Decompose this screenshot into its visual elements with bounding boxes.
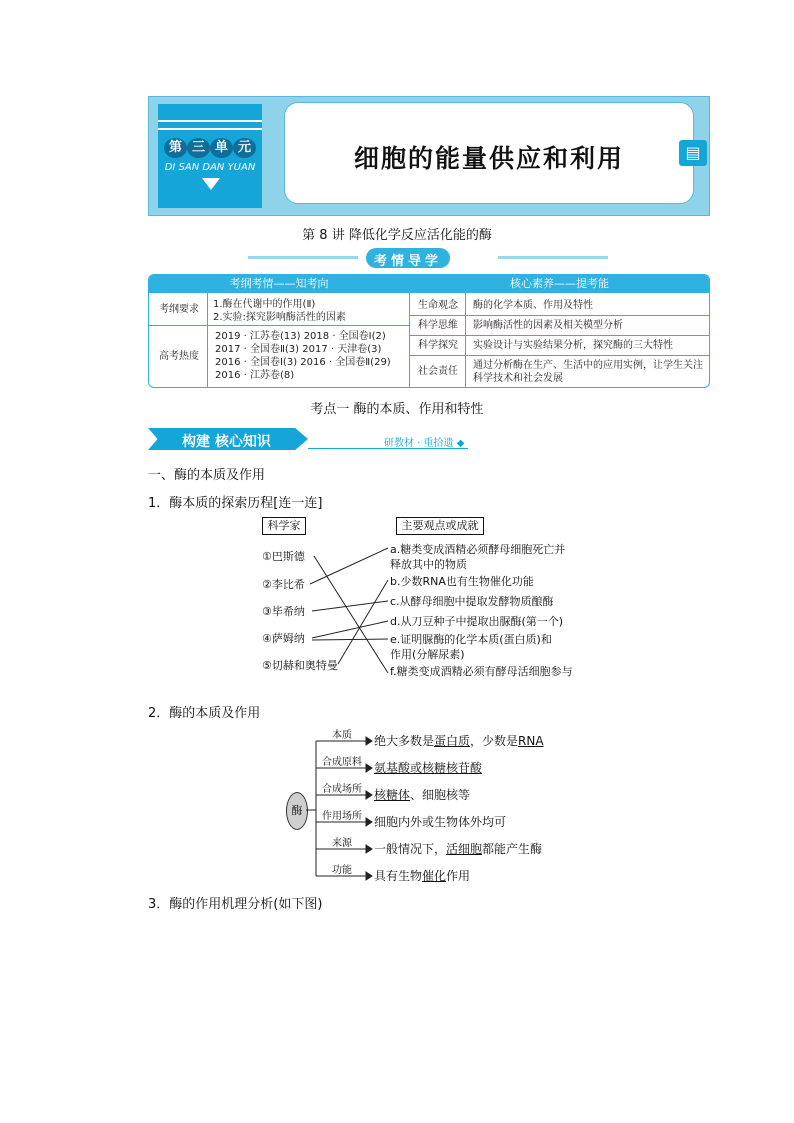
table-cell: 2.实验:探究影响酶活性的因素	[213, 312, 346, 323]
text-span: 一般情况下，	[374, 842, 447, 856]
heading-1: 一、酶的本质及作用	[148, 468, 266, 483]
achievement-item: b.少数RNA也有生物催化功能	[390, 575, 534, 588]
answer-blank: 催化	[422, 869, 447, 883]
enzyme-branch-text	[374, 732, 544, 749]
enzyme-branch-text	[374, 759, 482, 776]
table-cell: 实验设计与实验结果分析，探究酶的三大特性	[473, 340, 673, 351]
item-3-heading: 3．酶的作用机理分析(如下图)	[148, 897, 323, 912]
answer-blank: RNA	[518, 734, 544, 748]
text-span: ，少数是	[470, 734, 519, 748]
text-span: 作用	[446, 869, 471, 883]
text-span: 细胞内外或生物体外均可	[374, 815, 507, 829]
enzyme-branch-label: 本质	[332, 730, 352, 741]
unit-char: 单	[210, 138, 233, 158]
answer-blank: 蛋白质	[434, 734, 471, 748]
text-span: 绝大多数是	[374, 734, 435, 748]
table-row-label: 生命观念	[418, 300, 458, 311]
table-left-header: 考纲考情——知考向	[149, 275, 409, 293]
unit-pinyin: DI SAN DAN YUAN	[164, 162, 256, 173]
table-cell: 2016 · 全国卷Ⅰ(3) 2016 · 全国卷Ⅱ(29)	[215, 357, 391, 368]
exam-point-title: 考点一 酶的本质、作用和特性	[310, 402, 484, 417]
item-1-heading: 1．酶本质的探索历程[连一连]	[148, 496, 323, 511]
text-span: 都能产生酶	[482, 842, 543, 856]
scientist-item: ④萨姆纳	[262, 632, 305, 645]
answer-blank: 氨基酸或核糖核苷酸	[374, 761, 483, 775]
answer-blank: 核糖体	[374, 788, 411, 802]
table-cell: 酶的化学本质、作用及特性	[473, 300, 593, 311]
scientist-header: 科学家	[262, 517, 306, 535]
book-search-icon: ▤	[679, 140, 707, 166]
answer-blank: 活细胞	[446, 842, 483, 856]
unit-char: 三	[187, 138, 210, 158]
table-cell: 影响酶活性的因素及相关模型分析	[473, 320, 623, 331]
achievement-item: f.糖类变成酒精必须有酵母活细胞参与	[390, 665, 573, 678]
unit-char: 第	[164, 138, 187, 158]
scientist-item: ③毕希纳	[262, 605, 305, 618]
enzyme-branch-text	[374, 840, 542, 857]
enzyme-branch-label: 合成原料	[322, 757, 362, 768]
scientist-item: ⑤切赫和奥特曼	[262, 659, 338, 672]
table-row-label: 科学思维	[418, 320, 458, 331]
table-row-label: 考纲要求	[159, 304, 199, 315]
scientist-item: ①巴斯德	[262, 550, 305, 563]
achievement-item: d.从刀豆种子中提取出脲酶(第一个)	[390, 615, 564, 628]
item-2-heading: 2．酶的本质及作用	[148, 706, 261, 721]
table-cell: 2017 · 全国卷Ⅱ(3) 2017 · 天津卷(3)	[215, 344, 382, 355]
enzyme-branch-text	[374, 786, 470, 803]
table-right-header: 核心素养——提考能	[410, 275, 709, 293]
enzyme-branch-label: 来源	[332, 838, 352, 849]
enzyme-branch-text	[374, 867, 470, 884]
text-span: 具有生物	[374, 869, 423, 883]
text-span: 、细胞核等	[410, 788, 471, 802]
enzyme-branch-label: 功能	[332, 865, 352, 876]
section-bar-subtitle: 研教材 · 重拾遗 ◆	[384, 438, 465, 449]
achievement-item: c.从酵母细胞中提取发酵物质酿酶	[390, 595, 554, 608]
chapter-title: 细胞的能量供应和利用	[353, 144, 624, 173]
table-row-label: 科学探究	[418, 340, 458, 351]
achievement-item: e.证明脲酶的化学本质(蛋白质)和作用(分解尿素)	[390, 633, 552, 661]
table-row-label: 高考热度	[159, 351, 199, 362]
table-cell: 2016 · 江苏卷(8)	[215, 370, 295, 381]
enzyme-branch-text	[374, 813, 506, 830]
table-cell: 1.酶在代谢中的作用(Ⅱ)	[213, 299, 316, 310]
table-row-label: 社会责任	[418, 366, 458, 377]
unit-char: 元	[233, 138, 256, 158]
lesson-title: 第 8 讲 降低化学反应活化能的酶	[302, 228, 492, 243]
guide-banner-label: 考情导学	[373, 254, 442, 269]
section-bar-label: 构建 核心知识	[182, 434, 271, 450]
enzyme-node: 酶	[286, 792, 308, 830]
enzyme-branch-label: 作用场所	[322, 811, 362, 822]
table-cell: 2019 · 江苏卷(13) 2018 · 全国卷Ⅰ(2)	[215, 331, 386, 342]
achievement-header: 主要观点或成就	[396, 517, 484, 535]
table-cell: 通过分析酶在生产、生活中的应用实例，让学生关注科学技术和社会发展	[473, 360, 703, 384]
achievement-item: a.糖类变成酒精必须酵母细胞死亡并释放其中的物质	[390, 543, 566, 571]
enzyme-branch-label: 合成场所	[322, 784, 362, 795]
scientist-item: ②李比希	[262, 578, 305, 591]
